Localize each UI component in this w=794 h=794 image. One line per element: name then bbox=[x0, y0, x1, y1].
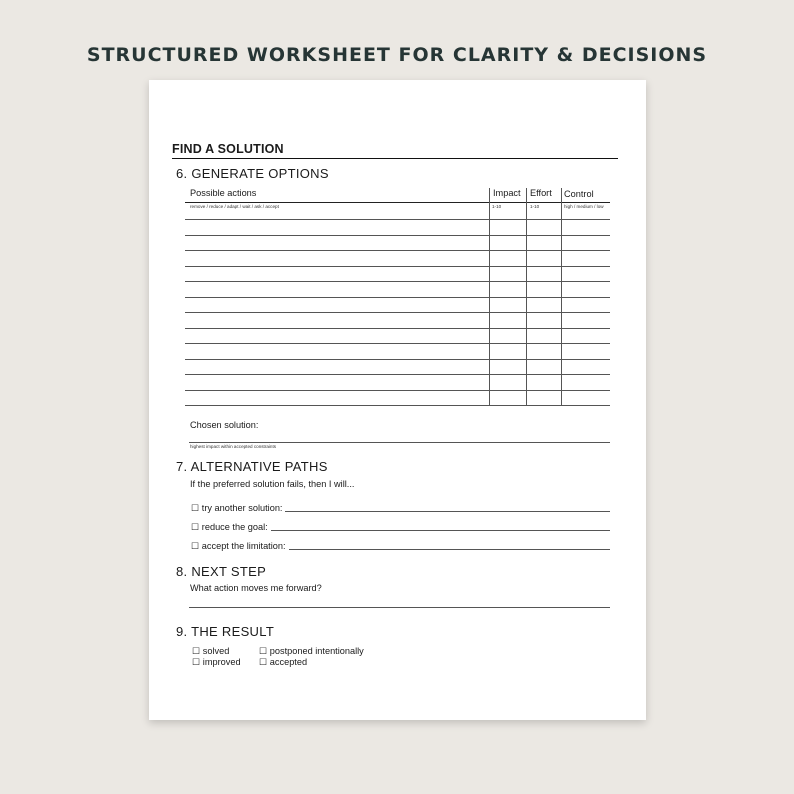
options-table-row[interactable] bbox=[185, 250, 610, 251]
options-table-row[interactable] bbox=[185, 390, 610, 391]
col-hint-impact: 1-10 bbox=[492, 204, 502, 209]
section-title: FIND A SOLUTION bbox=[172, 142, 284, 156]
result-improved-checkbox[interactable]: ☐ improved bbox=[192, 657, 241, 667]
alt-try-another-row[interactable] bbox=[191, 500, 610, 514]
alternative-paths-prompt: If the preferred solution fails, then I will... bbox=[190, 479, 355, 489]
options-table-row[interactable] bbox=[185, 297, 610, 298]
col-hint-control: high / medium / low bbox=[564, 204, 604, 209]
worksheet-banner-title: STRUCTURED WORKSHEET FOR CLARITY & DECISIONS bbox=[86, 44, 708, 66]
alt-reduce-goal-line[interactable] bbox=[271, 530, 610, 531]
col-hint-possible-actions: remove / reduce / adapt / wait / ask / accept bbox=[190, 204, 279, 209]
alt-accept-limitation-line[interactable] bbox=[289, 549, 610, 550]
next-step-line[interactable] bbox=[189, 607, 610, 608]
alt-try-another-label: ☐ try another solution: bbox=[191, 503, 283, 513]
options-table-row[interactable] bbox=[185, 343, 610, 344]
options-table-row[interactable] bbox=[185, 312, 610, 313]
next-step-heading: 8. NEXT STEP bbox=[176, 564, 267, 579]
result-accepted-checkbox[interactable]: ☐ accepted bbox=[259, 657, 308, 667]
col-header-control: Control bbox=[564, 189, 594, 199]
alt-accept-limitation-row[interactable] bbox=[191, 538, 610, 552]
next-step-prompt: What action moves me forward? bbox=[190, 583, 322, 593]
options-table-row[interactable] bbox=[185, 266, 610, 267]
result-heading: 9. THE RESULT bbox=[176, 624, 275, 639]
options-table-row[interactable] bbox=[185, 374, 610, 375]
alt-reduce-goal-row[interactable] bbox=[191, 519, 610, 533]
col-header-possible-actions: Possible actions bbox=[190, 188, 257, 198]
col-header-impact: Impact bbox=[493, 188, 521, 198]
worksheet-page bbox=[149, 80, 646, 720]
options-table-row[interactable] bbox=[185, 405, 610, 406]
generate-options-heading: 6. GENERATE OPTIONS bbox=[176, 166, 329, 181]
col-header-effort: Effort bbox=[530, 188, 552, 198]
result-solved-checkbox[interactable]: ☐ solved bbox=[192, 646, 230, 656]
alt-accept-limitation-label: ☐ accept the limitation: bbox=[191, 541, 286, 551]
options-table-row[interactable] bbox=[185, 281, 610, 282]
result-postponed-checkbox[interactable]: ☐ postponed intentionally bbox=[259, 646, 364, 656]
options-table-row[interactable] bbox=[185, 235, 610, 236]
options-table-header-rule bbox=[185, 202, 610, 203]
alt-reduce-goal-label: ☐ reduce the goal: bbox=[191, 522, 268, 532]
chosen-solution-label: Chosen solution: bbox=[190, 420, 259, 430]
col-hint-effort: 1-10 bbox=[530, 204, 540, 209]
options-table-row[interactable] bbox=[185, 328, 610, 329]
alternative-paths-heading: 7. ALTERNATIVE PATHS bbox=[176, 459, 328, 474]
options-table-row[interactable] bbox=[185, 219, 610, 220]
alt-try-another-line[interactable] bbox=[285, 511, 610, 512]
options-table-row[interactable] bbox=[185, 359, 610, 360]
chosen-solution-line[interactable] bbox=[189, 442, 610, 443]
section-divider bbox=[172, 158, 618, 159]
chosen-solution-hint: highest impact within accepted constraints bbox=[190, 444, 277, 449]
